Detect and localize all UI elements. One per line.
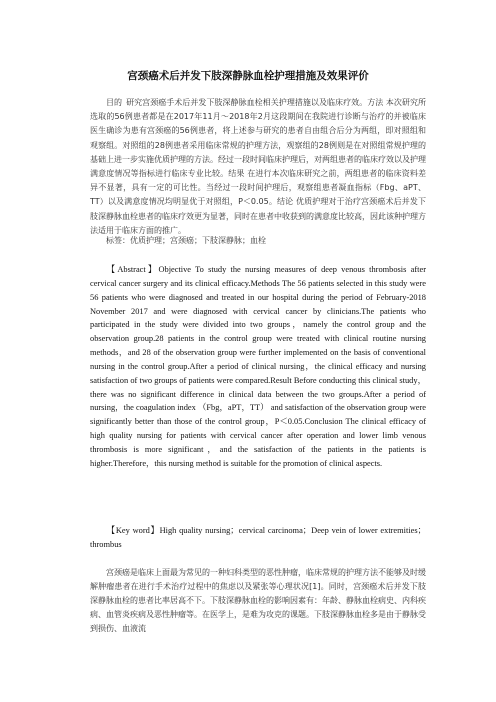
english-abstract <box>90 263 426 471</box>
chinese-abstract-text: 研究宫颈癌手术后并发下肢深静脉血栓相关护理措施以及临床疗效。方法 本次研究所选取的56例患者都是在2017年11月～2018年2月这段期间在我院进行诊断与治疗的并被临床医生确诊为患有宫颈癌的56例患者，将上述参与研究的患者自由组合后分为两组，即对照组和观察组。对照组的28例患者采用临床常规的护理方法，观察组的28例则是在对照组常规护理的基础上进一步实施优质护理的方法。经过一段时间临床护理后，对两组患者的临床疗效以及护理满意度情况等指标进行临床专业比较。结果 在进行本次临床研究之前，两组患者的临床资料差异不显著，具有一定的可比性。当经过一段时间护理后，观察组患者凝血指标（Fbg、aPT、TT）以及满意度情况均明显优于对照组，P＜0.05。结论 优质护理对于治疗宫颈癌术后并发下肢深静脉血栓患者的临床疗效更为显著，同时在患者中收获到的满意度比较高，因此该种护理方法适用于临床方面的推广。 <box>90 98 426 235</box>
english-abstract-text: Objective To study the nursing measures of deep venous thrombosis after cervical cancer surgery and its clinical efficacy.Methods The 56 patients selected in this study were 56 patients who were diagnosed and treated in our hospital during the period of February-2018 November 2017 and were diagnosed with cervical cancer by clinicians.The patients who participated in the study were divided into two groups，namely the control group and the observation group.28 patients in the control group were treated with clinical routine nursing methods，and 28 of the observation group were further implemented on the basis of conventional nursing in the control group.After a period of clinical nursing，the clinical efficacy and nursing satisfaction of two groups of patients were compared.Result Before conducting this clinical study，there was no significant difference in clinical data between the two groups.After a period of nursing，the coagulation index （Fbg，aPT，TT） and satisfaction of the observation group were significantly better than those of the control group，P＜0.05.Conclusion The clinical efficacy of high quality nursing for patients with cervical cancer after operation and lower limb venous thrombosis is more significant，and the satisfaction of the patients in the patients is higher.Therefore，this nursing method is suitable for the promotion of clinical aspects. <box>90 265 426 468</box>
page-title: 宫颈癌术后并发下肢深静脉血栓护理措施及效果评价 <box>127 70 369 82</box>
objective-label: 目的 <box>106 98 123 107</box>
english-keywords-label: 【Key word】 <box>106 526 160 535</box>
chinese-keywords <box>90 234 426 248</box>
english-keywords-text: High quality nursing；cervical carcinoma；Deep vein of lower extremities；thrombus <box>90 526 426 549</box>
chinese-abstract <box>90 96 426 238</box>
chinese-keywords-label: 标签： <box>106 236 130 245</box>
body-paragraph: 宫颈癌是临床上面最为常见的一种妇科类型的恶性肿瘤，临床常规的护理方法不能够及时缓解肿瘤患者在进行手术治疗过程中的焦虑以及紧张等心理状况[1]。同时，宫颈癌术后并发下肢深静脉血栓的患者比率居高不下。下肢深静脉血栓的影响因素有：年龄、静脉血栓病史、内科疾病、血管炎疾病及恶性肿瘤等。在医学上，是难为攻克的课题。下肢深静脉血栓多是由于静脉受到损伤、血液流 <box>90 568 426 634</box>
chinese-keywords-text: 优质护理；宫颈癌；下肢深静脉；血栓 <box>130 236 266 245</box>
english-keywords <box>90 524 426 552</box>
english-abstract-label: 【Abstract】 <box>106 265 159 274</box>
